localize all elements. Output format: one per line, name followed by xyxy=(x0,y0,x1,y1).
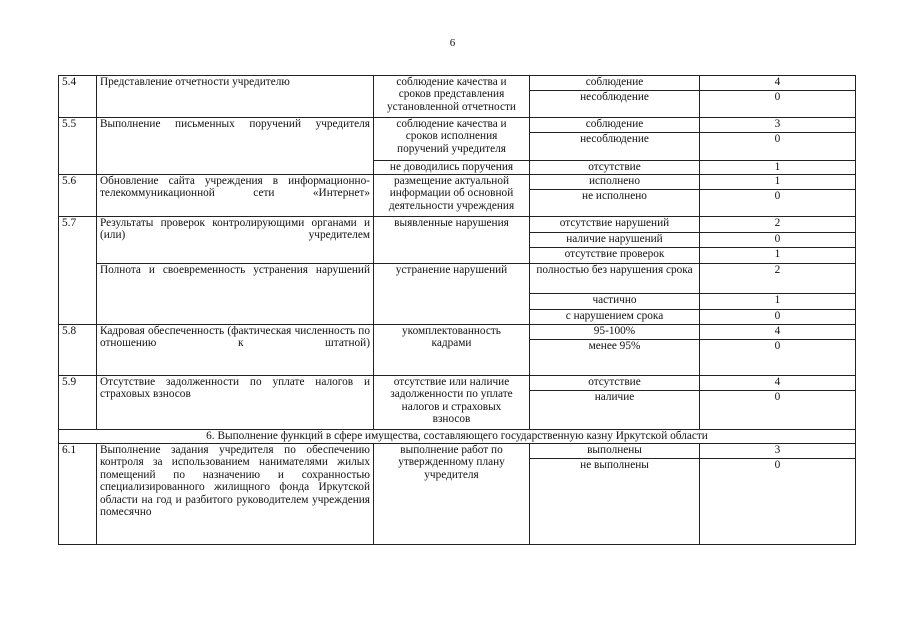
indicator-name: Обновление сайта учреждения в информационно-телекоммуникационной сети «Интернет» xyxy=(97,175,374,217)
condition-cell: несоблюдение xyxy=(530,133,700,161)
criterion-cell xyxy=(374,175,530,217)
indicator-name: Выполнение письменных поручений учредителя xyxy=(97,118,374,175)
row-number: 6.1 xyxy=(59,444,97,545)
criterion-line: установленной отчетности xyxy=(387,100,516,113)
criterion-line: взносов xyxy=(432,413,471,426)
indicator-name: Представление отчетности учредителю xyxy=(97,76,374,118)
criterion-cell: не доводились поручения xyxy=(374,161,530,175)
table-row xyxy=(59,175,856,190)
condition-cell: соблюдение xyxy=(530,76,700,91)
score-cell: 3 xyxy=(700,444,856,459)
score-cell: 3 xyxy=(700,118,856,133)
score-cell: 0 xyxy=(700,133,856,161)
criterion-line: укомплектованность xyxy=(402,325,501,337)
criterion-cell xyxy=(374,444,530,545)
score-cell: 0 xyxy=(700,233,856,248)
condition-cell: наличие нарушений xyxy=(530,233,700,248)
criterion-cell xyxy=(374,76,530,118)
criterion-line: сроков исполнения xyxy=(405,130,498,143)
score-cell: 1 xyxy=(700,161,856,175)
score-cell: 2 xyxy=(700,217,856,233)
row-number: 5.7 xyxy=(59,217,97,325)
criterion-line: задолженности по уплате xyxy=(390,388,513,401)
score-cell: 4 xyxy=(700,376,856,391)
table-row xyxy=(59,325,856,340)
criterion-line: деятельности учреждения xyxy=(388,199,515,212)
condition-cell: наличие xyxy=(530,391,700,430)
score-cell: 1 xyxy=(700,248,856,264)
criterion-line: утвержденному плану xyxy=(398,456,505,469)
score-cell: 1 xyxy=(700,294,856,310)
row-number: 5.8 xyxy=(59,325,97,376)
indicator-name: Отсутствие задолженности по уплате налогов и страховых взносов xyxy=(97,376,374,430)
condition-cell: несоблюдение xyxy=(530,91,700,118)
indicator-name: Результаты проверок контролирующими органами и (или) учредителем xyxy=(97,217,374,264)
row-number: 5.9 xyxy=(59,376,97,430)
condition-cell: отсутствие xyxy=(530,376,700,391)
criterion-cell: выявленные нарушения xyxy=(374,217,530,264)
row-number: 5.4 xyxy=(59,76,97,118)
criterion-cell: устранение нарушений xyxy=(374,264,530,325)
criterion-cell xyxy=(374,376,530,430)
criterion-line: выполнение работ по xyxy=(400,444,503,456)
condition-cell: менее 95% xyxy=(530,340,700,376)
condition-cell: полностью без нарушения срока xyxy=(530,264,700,294)
condition-cell: не выполнены xyxy=(530,459,700,545)
table-row xyxy=(59,76,856,91)
sub-indicator-name: Полнота и своевременность устранения нарушений xyxy=(97,264,374,325)
condition-cell: частично xyxy=(530,294,700,310)
indicator-name: Выполнение задания учредителя по обеспечению контроля за использованием нанимателями жилых помещений по назначению и сохранностью специализированного жилищного фонда Иркутской области на год и разбитого руководителем учреждения помесячно xyxy=(97,444,374,545)
criterion-cell xyxy=(374,118,530,161)
criterion-line: налогов и страховых xyxy=(401,400,502,413)
condition-cell: отсутствие xyxy=(530,161,700,175)
score-cell: 1 xyxy=(700,175,856,190)
score-cell: 0 xyxy=(700,459,856,545)
section-title: 6. Выполнение функций в сфере имущества, составляющего государственную казну Иркутской области xyxy=(59,430,856,444)
table-row xyxy=(59,264,856,294)
score-cell: 0 xyxy=(700,391,856,430)
score-cell: 0 xyxy=(700,91,856,118)
score-cell: 0 xyxy=(700,190,856,217)
criterion-line: информации об основной xyxy=(389,187,514,200)
score-cell: 4 xyxy=(700,325,856,340)
condition-cell: с нарушением срока xyxy=(530,310,700,325)
page-number: 6 xyxy=(449,37,456,49)
criterion-line: соблюдение качества и xyxy=(396,118,507,130)
criterion-line: размещение актуальной xyxy=(393,175,510,187)
condition-cell: исполнено xyxy=(530,175,700,190)
row-number: 5.5 xyxy=(59,118,97,175)
table-row xyxy=(59,118,856,133)
row-number: 5.6 xyxy=(59,175,97,217)
condition-cell: 95-100% xyxy=(530,325,700,340)
criterion-line: кадрами xyxy=(431,337,472,350)
criterion-line: поручений учредителя xyxy=(397,142,506,155)
criteria-table xyxy=(58,75,856,545)
criterion-cell xyxy=(374,325,530,376)
table-row xyxy=(59,217,856,233)
criterion-line: соблюдение качества и xyxy=(396,76,507,88)
score-cell: 0 xyxy=(700,310,856,325)
score-cell: 4 xyxy=(700,76,856,91)
criterion-line: отсутствие или наличие xyxy=(393,376,510,388)
table-row xyxy=(59,376,856,391)
criterion-line: учредителя xyxy=(424,468,479,481)
criterion-line: сроков представления xyxy=(398,88,505,101)
section-header-row xyxy=(59,430,856,444)
indicator-name: Кадровая обеспеченность (фактическая численность по отношению к штатной) xyxy=(97,325,374,376)
condition-cell: отсутствие проверок xyxy=(530,248,700,264)
score-cell: 2 xyxy=(700,264,856,294)
condition-cell: не исполнено xyxy=(530,190,700,217)
condition-cell: выполнены xyxy=(530,444,700,459)
table-row xyxy=(59,444,856,459)
condition-cell: соблюдение xyxy=(530,118,700,133)
score-cell: 0 xyxy=(700,340,856,376)
condition-cell: отсутствие нарушений xyxy=(530,217,700,233)
